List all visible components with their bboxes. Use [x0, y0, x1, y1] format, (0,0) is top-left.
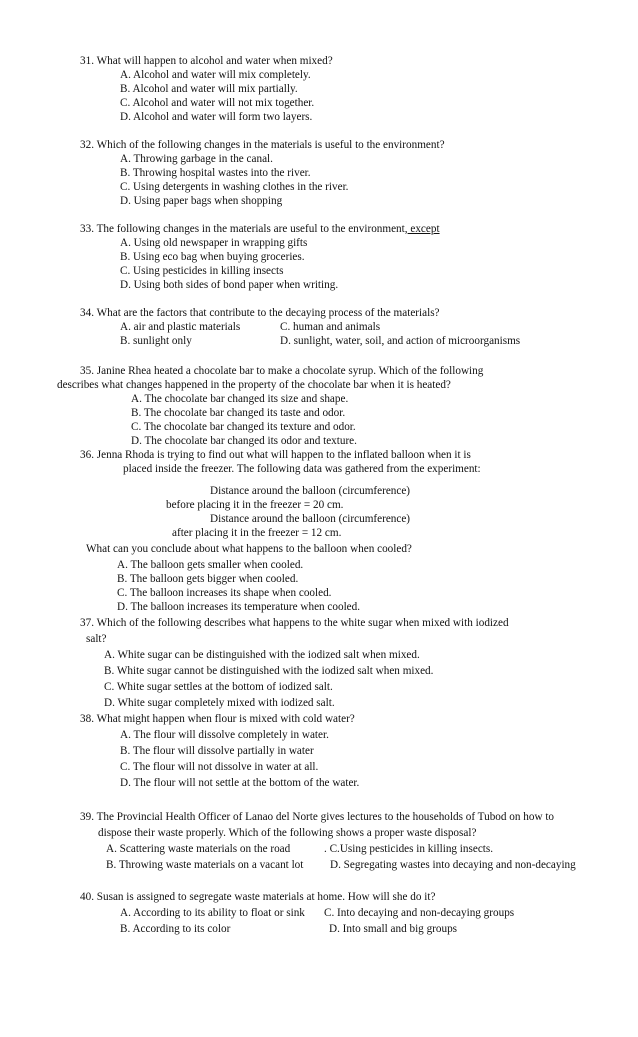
q38-option-c: C. The flour will not dissolve in water at all.: [120, 761, 319, 773]
q31-option-b: B. Alcohol and water will mix partially.: [120, 83, 298, 95]
q36-option-a: A. The balloon gets smaller when cooled.: [117, 559, 304, 571]
q37-option-b: B. White sugar cannot be distinguished with the iodized salt when mixed.: [104, 665, 434, 677]
q36-option-b: B. The balloon gets bigger when cooled.: [117, 573, 299, 585]
q37-option-c: C. White sugar settles at the bottom of iodized salt.: [104, 681, 333, 693]
q36-data-line4: after placing it in the freezer = 12 cm.: [172, 527, 342, 539]
q36-data-line2: before placing it in the freezer = 20 cm.: [166, 499, 344, 511]
q36-data-line3: Distance around the balloon (circumference): [210, 513, 411, 525]
q33-option-d: D. Using both sides of bond paper when writing.: [120, 279, 339, 291]
q40-option-b: B. According to its color: [120, 923, 231, 935]
q34-option-c: C. human and animals: [280, 321, 381, 333]
q37-stem-line2: salt?: [86, 633, 107, 645]
q36-question: What can you conclude about what happens to the balloon when cooled?: [86, 543, 412, 555]
q39-option-a: A. Scattering waste materials on the road: [106, 843, 291, 855]
q34-stem: 34. What are the factors that contribute to the decaying process of the materials?: [80, 307, 440, 319]
q33-option-a: A. Using old newspaper in wrapping gifts: [120, 237, 308, 249]
q32-option-c: C. Using detergents in washing clothes in the river.: [120, 181, 349, 193]
q32-stem: 32. Which of the following changes in the materials is useful to the environment?: [80, 139, 445, 151]
q33-except-word: except: [407, 223, 440, 235]
q36-stem-line1: 36. Jenna Rhoda is trying to find out what will happen to the inflated balloon when it is: [80, 449, 471, 461]
q40-option-c: C. Into decaying and non-decaying groups: [324, 907, 515, 919]
q38-option-d: D. The flour will not settle at the bottom of the water.: [120, 777, 360, 789]
q33-option-b: B. Using eco bag when buying groceries.: [120, 251, 305, 263]
q35-option-c: C. The chocolate bar changed its texture and odor.: [131, 421, 356, 433]
q33-stem: [80, 222, 440, 236]
q39-option-c: . C.Using pesticides in killing insects.: [324, 843, 494, 855]
q36-option-d: D. The balloon increases its temperature when cooled.: [117, 601, 361, 613]
q32-option-a: A. Throwing garbage in the canal.: [120, 153, 273, 165]
q34-option-b: B. sunlight only: [120, 335, 192, 347]
q35-option-b: B. The chocolate bar changed its taste and odor.: [131, 407, 346, 419]
q33-option-c: C. Using pesticides in killing insects: [120, 265, 284, 277]
q35-option-a: A. The chocolate bar changed its size and shape.: [131, 393, 349, 405]
q37-option-a: A. White sugar can be distinguished with the iodized salt when mixed.: [104, 649, 420, 661]
q33-stem-text: 33. The following changes in the materials are useful to the environment,: [80, 223, 408, 235]
q37-option-d: D. White sugar completely mixed with iodized salt.: [104, 697, 335, 709]
q31-stem: 31. What will happen to alcohol and water when mixed?: [80, 55, 333, 67]
q34-option-a: A. air and plastic materials: [120, 321, 241, 333]
q39-stem-line2: dispose their waste properly. Which of the following shows a proper waste disposal?: [98, 827, 477, 839]
q31-option-d: D. Alcohol and water will form two layers.: [120, 111, 313, 123]
q31-option-a: A. Alcohol and water will mix completely.: [120, 69, 311, 81]
q39-option-d: D. Segregating wastes into decaying and non-decaying: [330, 859, 576, 871]
q36-option-c: C. The balloon increases its shape when cooled.: [117, 587, 332, 599]
q40-stem: 40. Susan is assigned to segregate waste materials at home. How will she do it?: [80, 891, 436, 903]
q35-option-d: D. The chocolate bar changed its odor and texture.: [131, 435, 357, 447]
q40-option-a: A. According to its ability to float or sink: [120, 907, 305, 919]
q40-option-d: D. Into small and big groups: [329, 923, 458, 935]
q38-stem: 38. What might happen when flour is mixed with cold water?: [80, 713, 355, 725]
q32-option-d: D. Using paper bags when shopping: [120, 195, 283, 207]
q34-option-d: D. sunlight, water, soil, and action of microorganisms: [280, 335, 521, 347]
q38-option-a: A. The flour will dissolve completely in water.: [120, 729, 329, 741]
q37-stem-line1: 37. Which of the following describes what happens to the white sugar when mixed with iodized: [80, 617, 509, 629]
q31-option-c: C. Alcohol and water will not mix together.: [120, 97, 315, 109]
q36-stem-line2: placed inside the freezer. The following data was gathered from the experiment:: [123, 463, 481, 475]
q38-option-b: B. The flour will dissolve partially in water: [120, 745, 314, 757]
q39-stem-line1: 39. The Provincial Health Officer of Lanao del Norte gives lectures to the households of Tubod on how to: [80, 811, 555, 823]
q32-option-b: B. Throwing hospital wastes into the river.: [120, 167, 311, 179]
q35-stem-line2: describes what changes happened in the property of the chocolate bar when it is heated?: [57, 379, 451, 391]
q39-option-b: B. Throwing waste materials on a vacant lot: [106, 859, 304, 871]
q35-stem-line1: 35. Janine Rhea heated a chocolate bar to make a chocolate syrup. Which of the following: [80, 365, 484, 377]
q36-data-line1: Distance around the balloon (circumference): [210, 485, 411, 497]
